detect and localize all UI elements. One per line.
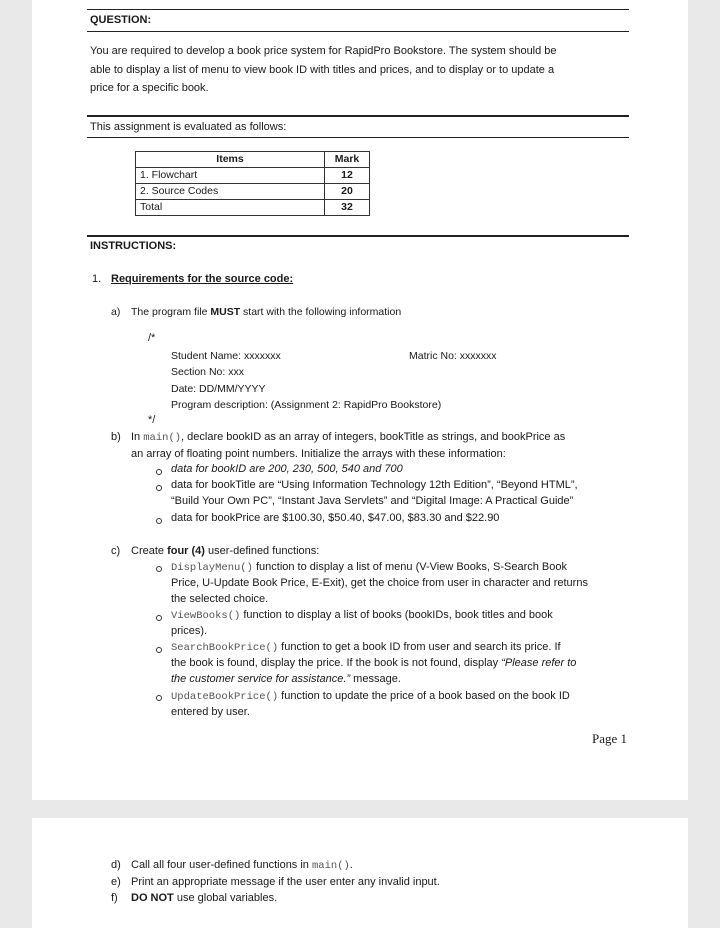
item-b-post: , declare bookID as an array of integers, bookTitle as strings, and bookPrice as: [181, 431, 566, 443]
bullet-icon: [156, 518, 162, 524]
table-row: [136, 184, 370, 200]
bullet-bookprice: data for bookPrice are $100.30, $50.40, $47.00, $83.30 and $22.90: [171, 512, 500, 524]
item-a-text-pre: The program file: [131, 306, 211, 318]
date-line: Date: DD/MM/YYYY: [171, 383, 266, 395]
bullet-icon: [156, 485, 162, 491]
item-f-label: f): [111, 892, 118, 904]
item-a-text-bold: MUST: [210, 306, 241, 318]
updatebookprice-line-2: entered by user.: [171, 706, 250, 718]
searchbookprice-line-3: [171, 673, 401, 685]
item-b-pre: In: [131, 431, 144, 443]
item-b-line-2: an array of floating point numbers. Initialize the arrays with these information:: [131, 448, 506, 460]
item-d-text: [131, 859, 353, 872]
item-c-post: user-defined functions:: [204, 545, 320, 557]
searchbookprice-message: message.: [350, 673, 401, 685]
updatebookprice-text: function to update the price of a book based on the book ID: [278, 690, 570, 702]
searchbookprice-code: SearchBookPrice(): [171, 642, 279, 654]
viewbooks-line-1: [171, 609, 553, 622]
bullet-icon: [156, 566, 162, 572]
question-line-3: price for a specific book.: [90, 82, 209, 94]
page-number: Page 1: [592, 731, 628, 746]
table-cell-mark: 32: [325, 200, 370, 216]
bullet-icon: [156, 615, 162, 621]
displaymenu-line-2: Price, U-Update Book Price, E-Exit), get the choice from user in character and returns: [171, 577, 588, 589]
displaymenu-text: function to display a list of menu (V-View Books, S-Search Book: [252, 561, 567, 573]
viewbooks-text: function to display a list of books (bookIDs, book titles and book: [240, 609, 553, 621]
requirement-title: Requirements for the source code:: [111, 273, 294, 285]
item-d-pre: Call all four user-defined functions in: [131, 859, 312, 871]
updatebookprice-code: UpdateBookPrice(): [171, 691, 279, 703]
comment-close: */: [148, 414, 156, 426]
top-rule: [87, 9, 629, 10]
bullet-icon: [156, 647, 162, 653]
evaluation-rule-bottom: [87, 137, 629, 138]
item-f-post: use global variables.: [173, 892, 278, 904]
viewbooks-code: ViewBooks(): [171, 610, 241, 622]
displaymenu-code: DisplayMenu(): [171, 562, 253, 574]
item-d-label: d): [111, 859, 121, 871]
searchbookprice-quote: “Please refer to: [501, 657, 577, 669]
displaymenu-line-3: the selected choice.: [171, 593, 269, 605]
instructions-rule: [87, 235, 629, 237]
requirement-number: 1.: [92, 273, 102, 285]
bullet-icon: [156, 469, 162, 475]
searchbookprice-line-1: [171, 641, 561, 654]
table-row: [136, 200, 370, 216]
bullet-booktitle-2: “Build Your Own PC”, “Instant Java Servlets” and “Digital Image: A Practical Guide”: [171, 495, 574, 507]
evaluation-intro: This assignment is evaluated as follows:: [90, 121, 287, 133]
item-a-text: [131, 306, 401, 318]
evaluation-rule: [87, 115, 629, 117]
table-cell-mark: 20: [325, 184, 370, 200]
displaymenu-line-1: [171, 561, 567, 574]
table-cell-item: 1. Flowchart: [136, 168, 325, 184]
question-line-1: You are required to develop a book price system for RapidPro Bookstore. The system should be: [90, 45, 557, 57]
item-b-line-1: [131, 431, 565, 444]
item-d-code: main(): [311, 860, 350, 872]
item-a-label: a): [111, 306, 121, 318]
searchbookprice-quote-end: the customer service for assistance.”: [171, 673, 351, 685]
table-header-row: [136, 152, 370, 168]
table-cell-mark: 12: [325, 168, 370, 184]
bullet-booktitle-1: data for bookTitle are “Using Information Technology 12th Edition”, “Beyond HTML”,: [171, 479, 578, 491]
item-d-post: .: [349, 859, 353, 871]
item-e-label: e): [111, 876, 121, 888]
item-c-pre: Create: [131, 545, 168, 557]
marks-table: [135, 151, 370, 216]
mark-header: Mark: [325, 152, 370, 168]
question-heading: QUESTION:: [90, 14, 152, 26]
program-description: Program description: (Assignment 2: RapidPro Bookstore): [171, 399, 442, 411]
item-c-text: [131, 545, 319, 557]
instructions-heading: INSTRUCTIONS:: [90, 240, 177, 252]
section-no: Section No: xxx: [171, 366, 244, 378]
item-e-text: Print an appropriate message if the user enter any invalid input.: [131, 876, 440, 888]
searchbookprice-line-2: [171, 657, 576, 669]
bullet-bookid: data for bookID are 200, 230, 500, 540 and 700: [171, 463, 403, 475]
item-f-text: [131, 892, 277, 904]
table-cell-item: 2. Source Codes: [136, 184, 325, 200]
table-row: [136, 168, 370, 184]
item-a-text-post: start with the following information: [240, 306, 402, 318]
searchbookprice-text: function to get a book ID from user and search its price. If: [278, 641, 561, 653]
comment-open: /*: [148, 332, 156, 344]
document-page-1: [32, 0, 688, 800]
item-c-label: c): [111, 545, 121, 557]
item-c-bold: four (4): [167, 545, 205, 557]
matric-no: Matric No: xxxxxxx: [409, 350, 497, 362]
bullet-icon: [156, 695, 162, 701]
table-cell-item: Total: [136, 200, 325, 216]
student-name: Student Name: xxxxxxx: [171, 350, 281, 362]
item-b-label: b): [111, 431, 121, 443]
question-rule: [87, 31, 629, 32]
question-line-2: able to display a list of menu to view book ID with titles and prices, and to display or to update a: [90, 64, 555, 76]
viewbooks-line-2: prices).: [171, 625, 208, 637]
item-b-code: main(): [143, 432, 182, 444]
searchbookprice-text-2: the book is found, display the price. If the book is not found, display: [171, 657, 502, 669]
item-f-bold: DO NOT: [131, 892, 174, 904]
items-header: Items: [136, 152, 325, 168]
document-page-2: [32, 818, 688, 928]
updatebookprice-line-1: [171, 690, 570, 703]
